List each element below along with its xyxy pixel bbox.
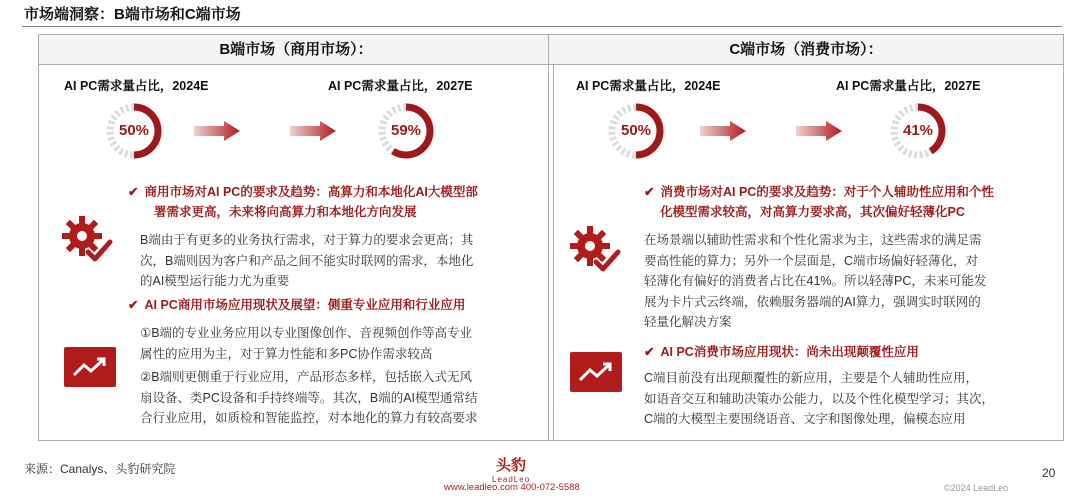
- c-2027-value: 41%: [902, 122, 934, 139]
- b-point2-title: ✔ AI PC商用市场应用现状及展望：侧重专业应用和行业应用: [128, 298, 466, 312]
- c-point2-title: ✔ AI PC消费市场应用现状：尚未出现颠覆性应用: [644, 345, 919, 359]
- b-point1-body: B端由于有更多的业务执行需求，对于算力的要求会更高；其 次，B端则因为客户和产品之间不能实时联网的需求，本地化 的AI模型运行能力尤为重要: [140, 233, 474, 288]
- b-2027-label: AI PC需求量占比，2027E: [328, 79, 473, 93]
- b-2024-value: 50%: [118, 122, 150, 139]
- gear-check-icon: [566, 222, 622, 278]
- c-2024-donut: [608, 103, 664, 159]
- c-point1-title-cont: 化模型需求较高，对高算力要求高，其次偏好轻薄化PC: [660, 205, 965, 219]
- arrow-right-icon: [290, 121, 336, 141]
- check-icon: ✔: [644, 345, 655, 359]
- arrow-right-icon: [700, 121, 746, 141]
- c-point1-body: 在场景端以辅助性需求和个性化需求为主，这些需求的满足需 要高性能的算力；另外一个层面是，C端市场偏好轻薄化，对 轻薄化有偏好的消费者占比在41%。所以轻薄PC，未来可能发 展为卡片式云终端，依赖服务器端的AI算力，强调实时联网的 轻量化解决方案: [644, 233, 987, 329]
- arrow-right-icon: [194, 121, 240, 141]
- b-2027-donut: [378, 103, 434, 159]
- check-icon: ✔: [128, 298, 139, 312]
- c-2024-value: 50%: [620, 122, 652, 139]
- trend-up-icon: [64, 347, 116, 387]
- arrow-right-icon: [796, 121, 842, 141]
- check-icon: ✔: [644, 185, 655, 199]
- contact-info: www.leadleo.com 400-072-5588: [444, 482, 580, 493]
- c-2024-label: AI PC需求量占比，2024E: [576, 79, 721, 93]
- b-2027-value: 59%: [390, 122, 422, 139]
- c-market-header: C端市场（消费市场）：: [549, 35, 1063, 65]
- gear-check-icon: [58, 212, 114, 268]
- b-2024-donut: [106, 103, 162, 159]
- title-divider: [22, 26, 1062, 27]
- brand-logo-sub: LeadLeo: [492, 475, 531, 484]
- source-note: 来源：Canalys、头豹研究院: [24, 462, 176, 476]
- b-point1-title-cont: 署需求更高，未来将向高算力和本地化方向发展: [154, 205, 417, 219]
- c-2027-donut: [890, 103, 946, 159]
- copyright: ©2024 LeadLeo: [944, 483, 1009, 493]
- b-point1-title: ✔ 商用市场对AI PC的要求及趋势：高算力和本地化AI大模型部: [128, 185, 478, 199]
- trend-up-icon: [570, 352, 622, 392]
- page-title: 市场端洞察：B端市场和C端市场: [24, 6, 241, 23]
- b-point2-body-a: ①B端的专业业务应用以专业图像创作、音视频创作等高专业 属性的应用为主，对于算力性能和多PC协作需求较高: [140, 326, 473, 361]
- check-icon: ✔: [128, 185, 139, 199]
- page-number: 20: [1042, 466, 1056, 480]
- c-2027-label: AI PC需求量占比，2027E: [836, 79, 981, 93]
- b-market-header: B端市场（商用市场）：: [39, 35, 553, 65]
- b-2024-label: AI PC需求量占比，2024E: [64, 79, 209, 93]
- c-point2-body: C端目前没有出现颠覆性的新应用，主要是个人辅助性应用， 如语音交互和辅助决策办公能力，以及个性化模型学习；其次， C端的大模型主要围绕语音、文字和图像处理，偏模态应用: [644, 371, 995, 426]
- brand-logo: 头豹: [496, 457, 527, 474]
- c-point1-title: ✔ 消费市场对AI PC的要求及趋势：对于个人辅助性应用和个性: [644, 185, 994, 199]
- b-point2-body-b: ②B端则更侧重于行业应用，产品形态多样，包括嵌入式无风 扇设备、类PC设备和手持终端等。其次，B端的AI模型通常结 合行业应用，如质检和智能监控，对本地化的算力有较高要求: [140, 370, 478, 425]
